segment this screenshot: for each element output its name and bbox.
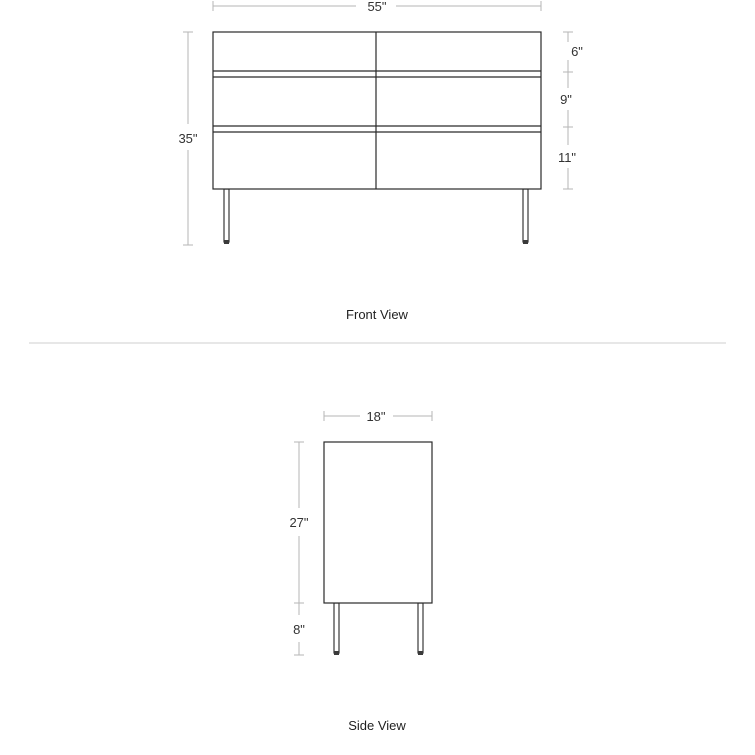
front-foot-right xyxy=(523,240,528,244)
side-leg-back xyxy=(418,603,423,653)
side-view-caption: Side View xyxy=(348,718,406,733)
front-view-caption: Front View xyxy=(346,307,408,322)
side-height-dimensions xyxy=(289,442,308,655)
front-foot-left xyxy=(224,240,229,244)
drawer-bottom-height-label: 11" xyxy=(557,150,577,165)
front-height-label: 35" xyxy=(178,131,198,146)
drawer-middle-height-label: 9" xyxy=(560,92,572,107)
side-depth-label: 18" xyxy=(366,409,386,424)
side-depth-dimension xyxy=(324,409,432,424)
front-width-label: 55" xyxy=(367,0,387,14)
front-leg-right xyxy=(523,189,528,242)
side-foot-front xyxy=(334,651,339,655)
front-leg-left xyxy=(224,189,229,242)
side-body-height-label: 27" xyxy=(289,515,309,530)
front-drawer-dimensions xyxy=(558,32,583,189)
side-foot-back xyxy=(418,651,423,655)
side-cabinet-body xyxy=(324,442,432,603)
front-width-dimension xyxy=(213,0,541,14)
drawer-top-height-label: 6" xyxy=(571,44,583,59)
side-leg-height-label: 8" xyxy=(293,622,305,637)
front-height-dimension xyxy=(178,32,197,245)
front-view xyxy=(178,0,583,322)
front-cabinet-body xyxy=(213,32,541,189)
side-leg-front xyxy=(334,603,339,653)
side-view xyxy=(289,409,432,733)
